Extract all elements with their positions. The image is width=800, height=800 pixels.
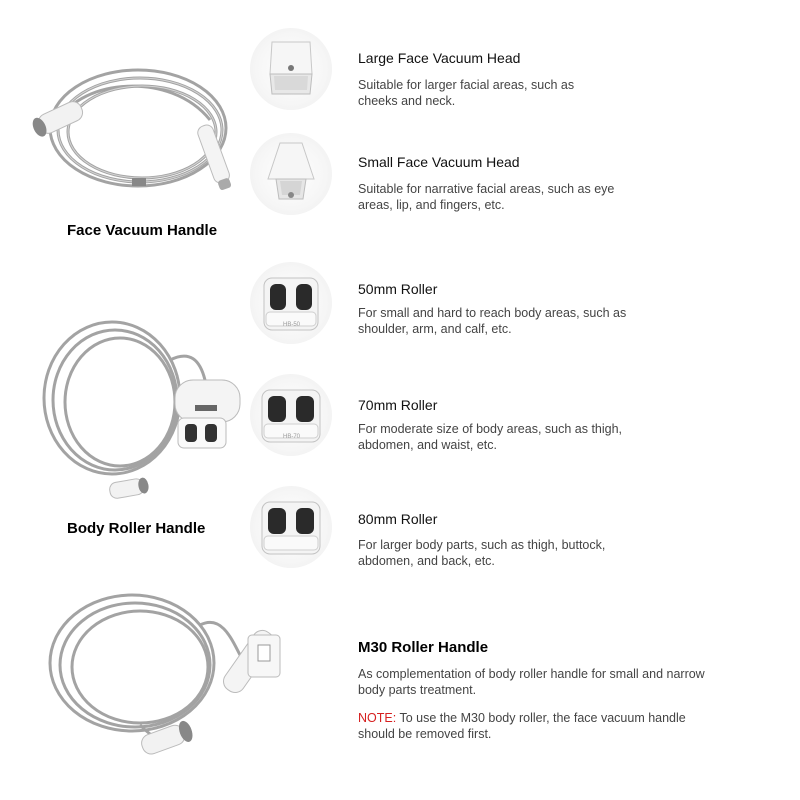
item-title-small-face-vacuum-head: Small Face Vacuum Head	[358, 154, 520, 170]
item-desc-small-face-vacuum-head: Suitable for narrative facial areas, such as eye areas, lip, and fingers, etc.	[358, 182, 615, 212]
note-text: To use the M30 body roller, the face vacuum handle should be removed first.	[358, 711, 686, 741]
roller-50mm-image	[250, 262, 332, 344]
face-vacuum-handle-label: Face Vacuum Handle	[67, 222, 218, 239]
item-desc-roller-50mm: For small and hard to reach body areas, such as shoulder, arm, and calf, etc.	[358, 306, 627, 336]
m30-roller-handle-desc: As complementation of body roller handle for small and narrow body parts treatment.	[358, 667, 705, 697]
roller-70mm-image	[250, 374, 332, 456]
m30-roller-handle-title: M30 Roller Handle	[358, 639, 489, 656]
item-desc-roller-80mm: For larger body parts, such as thigh, buttock, abdomen, and back, etc.	[358, 538, 606, 568]
item-title-large-face-vacuum-head: Large Face Vacuum Head	[358, 50, 521, 66]
item-title-roller-50mm: 50mm Roller	[358, 281, 438, 297]
small-face-vacuum-head-image	[250, 133, 332, 215]
m30-roller-handle-image	[40, 585, 300, 785]
roller-80mm-image	[250, 486, 332, 568]
m30-note	[358, 710, 718, 742]
vacuum-head-icon	[250, 133, 332, 215]
roller-50mm-mark: HB-50	[283, 322, 301, 328]
roller-70mm-mark: HB-70	[283, 434, 301, 440]
body-roller-handle-image	[30, 320, 250, 500]
item-title-roller-80mm: 80mm Roller	[358, 511, 438, 527]
item-desc-large-face-vacuum-head: Suitable for larger facial areas, such as cheeks and neck.	[358, 78, 575, 108]
large-face-vacuum-head-image	[250, 28, 332, 110]
vacuum-head-icon	[250, 28, 332, 110]
item-title-roller-70mm: 70mm Roller	[358, 397, 438, 413]
roller-head-icon	[250, 486, 332, 568]
item-desc-roller-70mm: For moderate size of body areas, such as thigh, abdomen, and waist, etc.	[358, 422, 623, 452]
roller-head-icon	[250, 262, 332, 344]
roller-head-icon	[250, 374, 332, 456]
note-label: NOTE:	[358, 711, 397, 725]
body-roller-handle-label: Body Roller Handle	[67, 520, 206, 537]
face-vacuum-handle-image	[20, 60, 240, 210]
